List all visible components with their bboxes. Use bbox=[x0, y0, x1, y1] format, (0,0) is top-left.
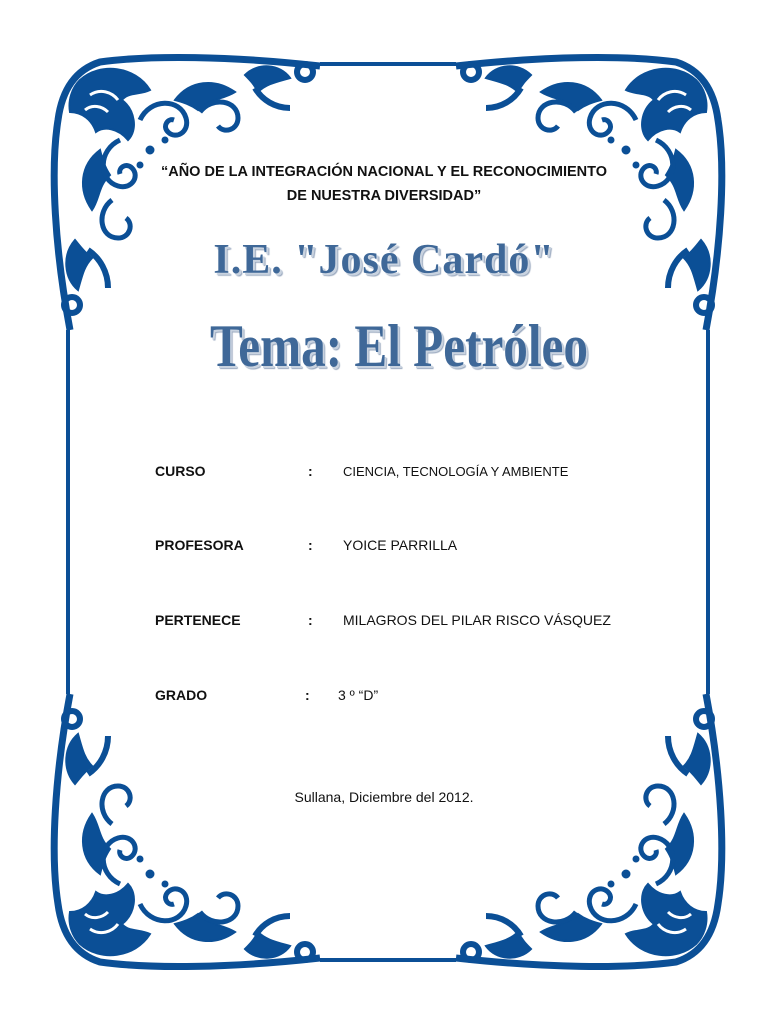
motto bbox=[120, 160, 648, 208]
detail-value: 3 º “D” bbox=[338, 687, 379, 703]
detail-colon: : bbox=[308, 537, 313, 553]
school-name: I.E. "José Cardó" bbox=[213, 237, 555, 283]
detail-label: PROFESORA bbox=[155, 537, 244, 553]
detail-value: YOICE PARRILLA bbox=[343, 537, 458, 553]
place-date: Sullana, Diciembre del 2012. bbox=[294, 789, 474, 805]
topic-title: Tema: El Petróleo bbox=[209, 313, 589, 379]
detail-value: MILAGROS DEL PILAR RISCO VÁSQUEZ bbox=[343, 612, 611, 628]
detail-value: CIENCIA, TECNOLOGÍA Y AMBIENTE bbox=[343, 464, 569, 479]
detail-colon: : bbox=[305, 687, 310, 703]
detail-label: PERTENECE bbox=[155, 612, 241, 628]
detail-label: GRADO bbox=[155, 687, 208, 703]
detail-colon: : bbox=[308, 612, 313, 628]
detail-label: CURSO bbox=[155, 463, 206, 479]
motto-line-1: “AÑO DE LA INTEGRACIÓN NACIONAL Y EL RECONOCIMIENTO bbox=[160, 164, 608, 180]
motto-line-2: DE NUESTRA DIVERSIDAD” bbox=[286, 188, 482, 204]
detail-colon: : bbox=[308, 463, 313, 479]
